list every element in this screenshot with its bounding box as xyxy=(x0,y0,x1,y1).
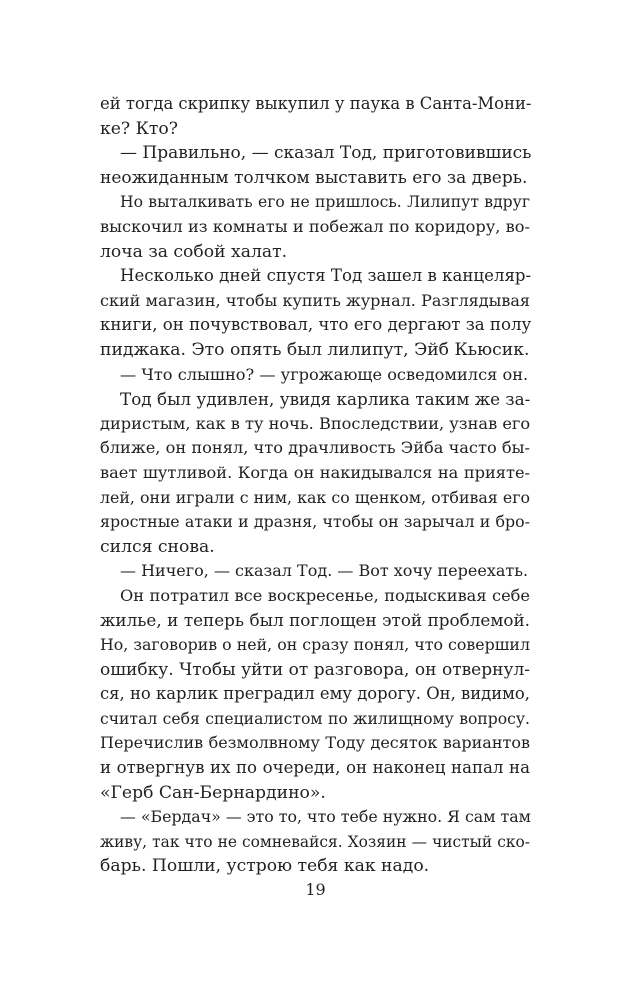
text-line: считал себя специалистом по жилищному вопросу. xyxy=(100,709,530,728)
text-line: ский магазин, чтобы купить журнал. Разглядывая xyxy=(100,290,530,310)
text-line: вает шутливой. Когда он накидывался на прияте- xyxy=(100,462,530,482)
text-line: лоча за собой халат. xyxy=(100,241,288,262)
text-line: — Что слышно? — угрожающе осведомился он. xyxy=(120,364,529,384)
text-line: барь. Пошли, устрою тебя как надо. xyxy=(100,856,430,877)
text-line: ближе, он понял, что драчливость Эйба часто бы- xyxy=(100,438,530,458)
text-line: — Правильно, — сказал Тод, приготовившись xyxy=(120,143,532,164)
text-line: ке? Кто? xyxy=(100,118,178,139)
text-line: Тод был удивлен, увидя карлика таким же за- xyxy=(120,389,531,410)
text-line: лей, они играли с ним, как со щенком, отбивая его xyxy=(100,487,530,507)
body-text xyxy=(100,92,530,879)
text-line: диристым, как в ту ночь. Впоследствии, узнав его xyxy=(100,413,531,433)
text-line: Несколько дней спустя Тод зашел в канцеляр- xyxy=(120,266,532,286)
text-line: ся, но карлик преградил ему дорогу. Он, видимо, xyxy=(100,684,530,704)
text-line: ей тогда скрипку выкупил у паука в Санта-Мони- xyxy=(100,94,532,113)
text-line: Но выталкивать его не пришлось. Лилипут вдруг xyxy=(120,193,530,212)
text-line: пиджака. Это опять был лилипут, Эйб Кьюсик. xyxy=(100,339,530,360)
text-line: ошибку. Чтобы уйти от разговора, он отвернул- xyxy=(100,659,530,680)
text-line: сился снова. xyxy=(100,536,215,557)
text-line: — «Бердач» — это то, что тебе нужно. Я сам там xyxy=(120,807,531,827)
text-line: и отвергнув их по очереди, он наконец напал на xyxy=(100,758,530,778)
text-line: выскочил из комнаты и побежал по коридору, во- xyxy=(100,216,530,236)
text-line: живу, так что не сомневайся. Хозяин — чистый ско- xyxy=(100,832,530,851)
text-line: Он потратил все воскресенье, подыскивая себе xyxy=(120,585,530,605)
page-number: 19 xyxy=(305,880,326,899)
text-line: книги, он почувствовал, что его дергают за полу xyxy=(100,315,532,335)
text-line: Перечислив безмолвному Тоду десяток вариантов xyxy=(100,733,530,753)
text-line: — Ничего, — сказал Тод. — Вот хочу переехать. xyxy=(120,561,529,581)
text-line: «Герб Сан-Бернардино». xyxy=(100,782,326,803)
text-line: неожиданным толчком выставить его за дверь. xyxy=(100,167,528,188)
text-line: яростные атаки и дразня, чтобы он зарычал и бро- xyxy=(100,512,530,532)
text-line: Но, заговорив о ней, он сразу понял, что совершил xyxy=(100,635,530,655)
text-line: жилье, и теперь был поглощен этой проблемой. xyxy=(100,610,530,631)
